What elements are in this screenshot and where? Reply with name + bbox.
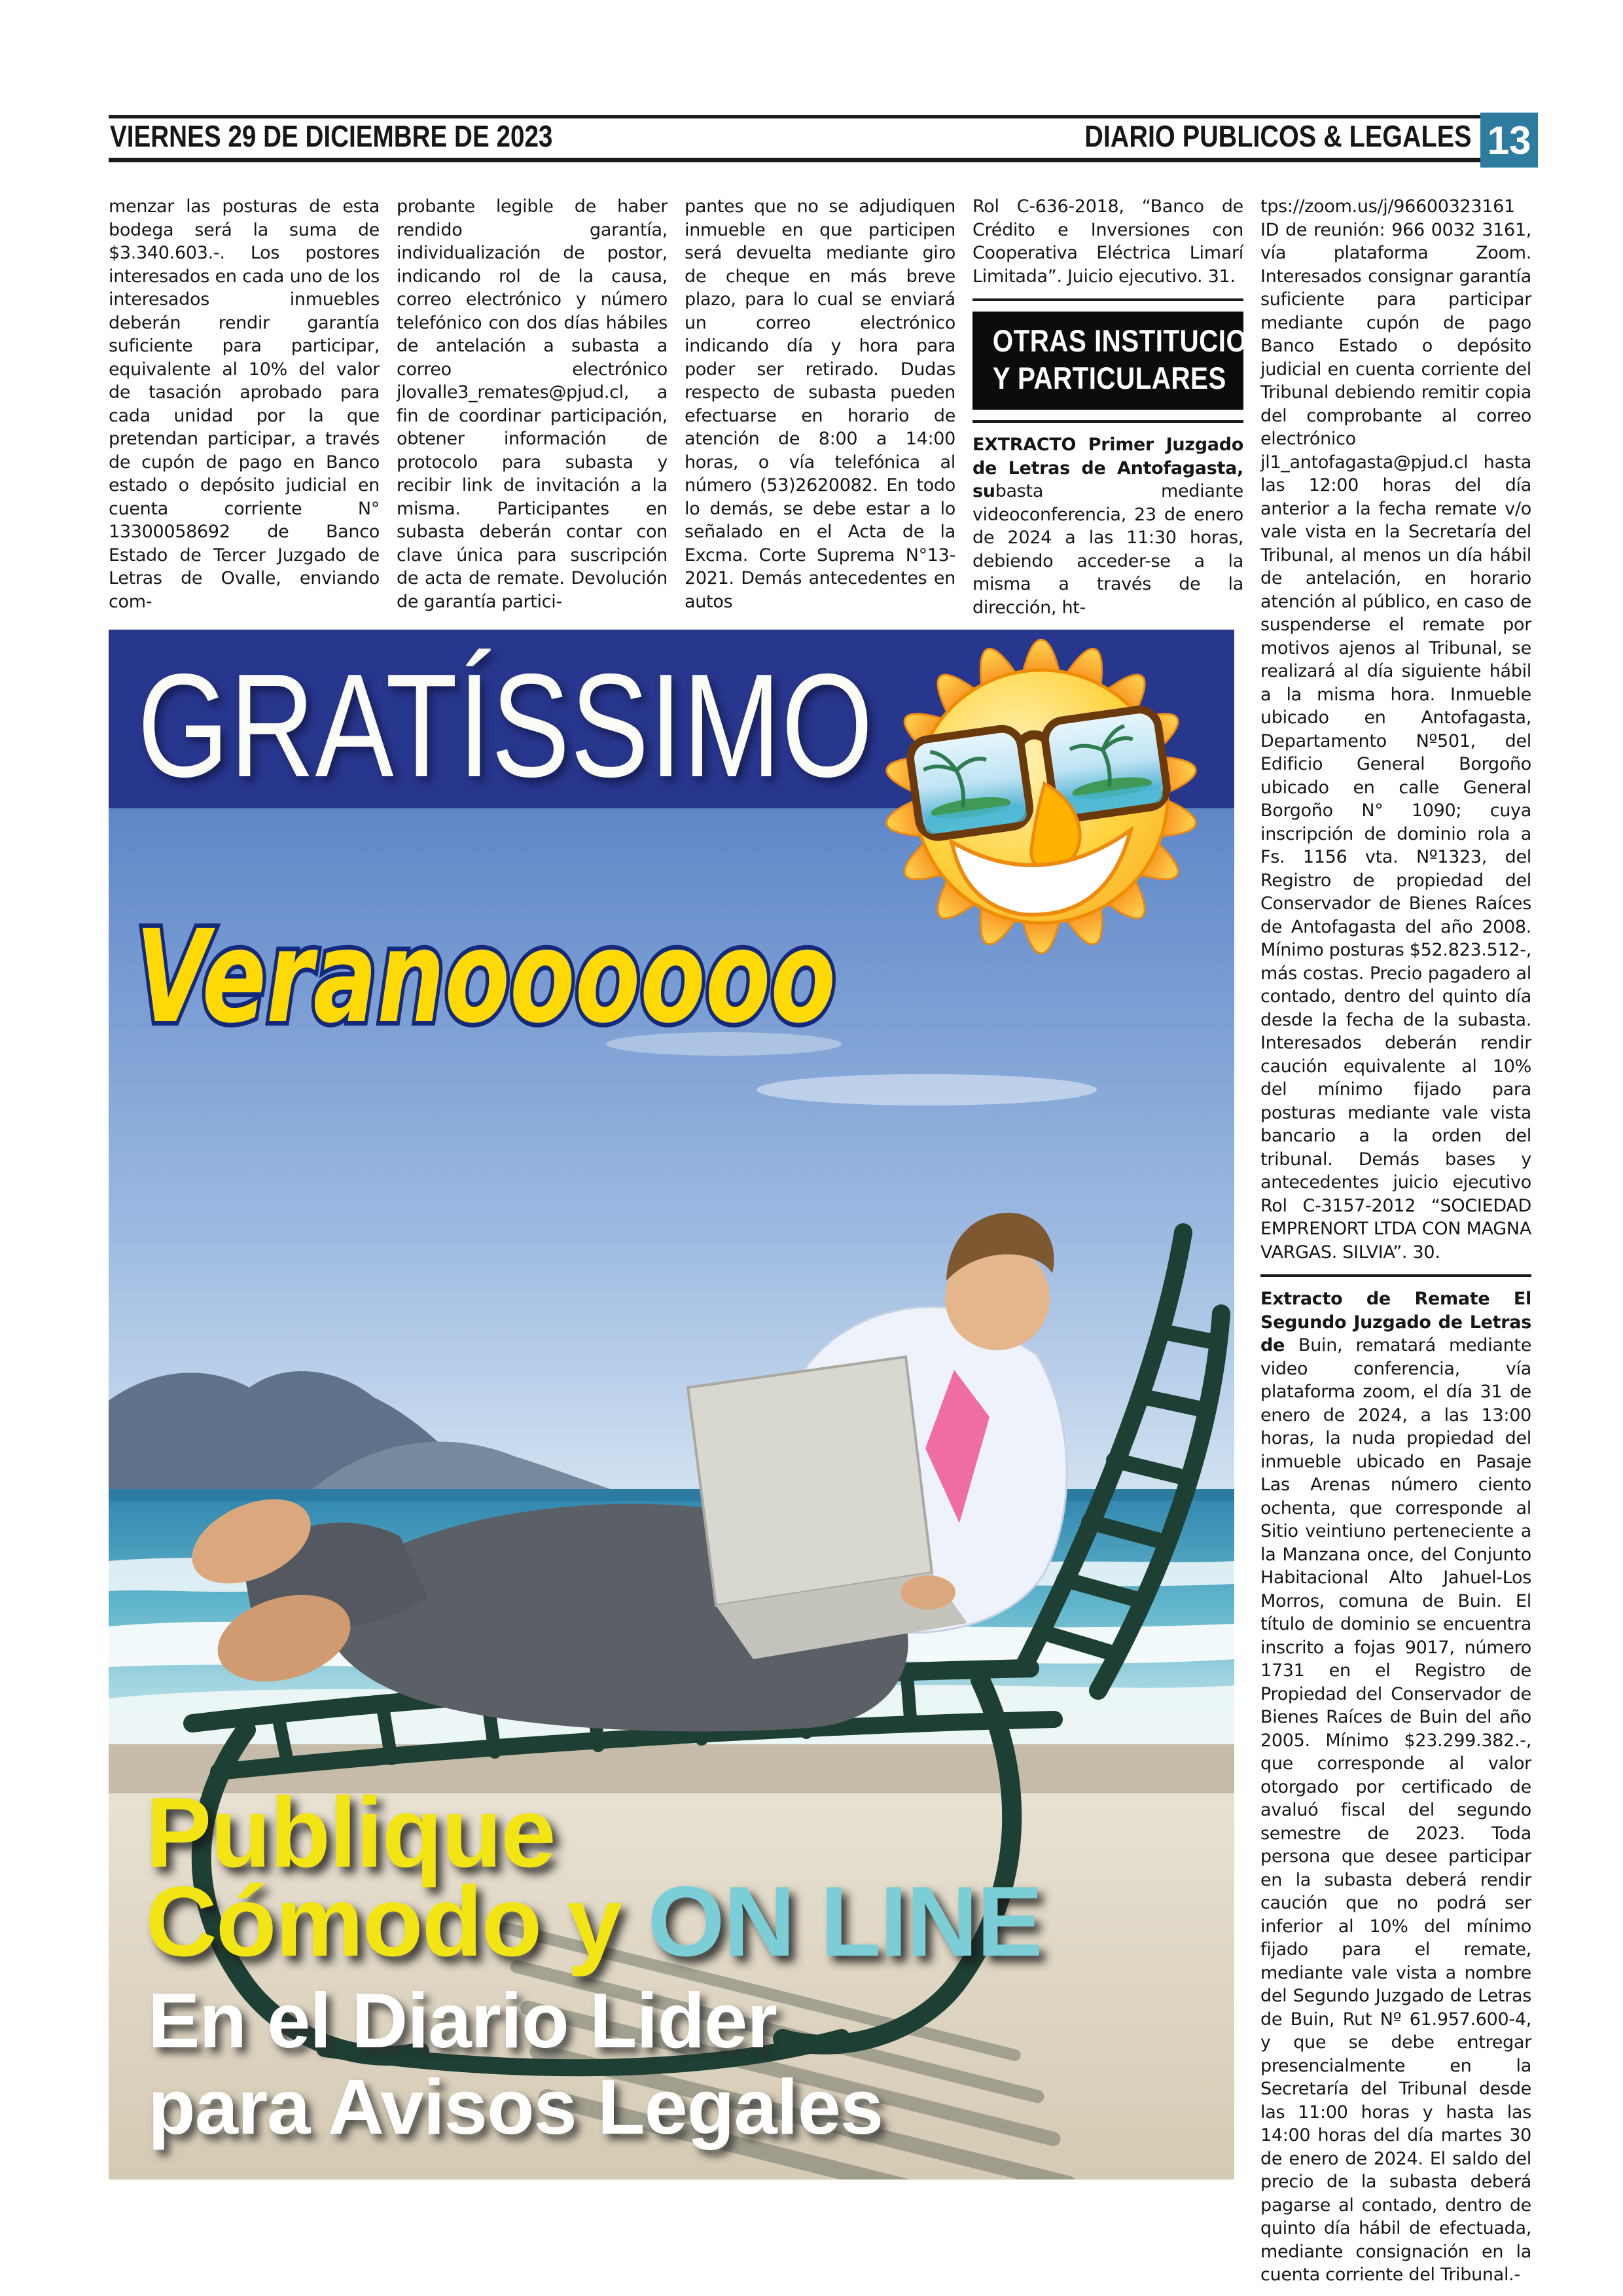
legal-text-col4-para2 bbox=[972, 433, 1243, 619]
section-rule bbox=[972, 298, 1243, 301]
section-banner-line2: Y PARTICULARES bbox=[992, 361, 1226, 395]
column-2 bbox=[397, 195, 668, 613]
ad-cta-online: ON LINE bbox=[647, 1866, 1042, 1977]
summer-advertisement bbox=[109, 630, 1234, 2179]
legal-text-col1: menzar las posturas de esta bodega será la suma de $3.340.603.-. Los postores interesados en cada uno de los interesados inmuebles deberán rendir garantía suficiente para participar, equivalente al 10% del valor de tasación aprobado para cada unidad por la que pretendan participar, a través de cupón de pago en Banco estado o depósito judicial en cuenta corriente N° 13300058692 de Banco Estado de Tercer Juzgado de Letras de Ovalle, enviando com- bbox=[109, 196, 380, 612]
ad-cta-line2 bbox=[145, 1866, 1042, 1977]
ad-headline: GRATÍSSIMO bbox=[137, 643, 874, 808]
header-rule-bottom bbox=[109, 158, 1538, 162]
legal-text-col5-para2-lead: Extracto de Remate El Segundo Juzgado de Letras de bbox=[1260, 1289, 1531, 1355]
legal-text-col2: probante legible de haber rendido garantía, individualización de postor, indicando rol de la causa, correo electrónico y número telefónico con dos días hábiles de antelación a subasta a correo electrónico jlovalle3_remates@pjud.cl, a fin de coordinar participación, obtener información de protocolo para subasta y recibir link de invitación a la misma. Participantes en subasta deberán contar con clave única para suscripción de acta de remate. Devolución de garantía partici- bbox=[397, 196, 668, 612]
section-rule bbox=[972, 420, 1243, 423]
page-number-badge: 13 bbox=[1480, 113, 1538, 168]
cloud bbox=[757, 1074, 1097, 1105]
column-1 bbox=[109, 195, 380, 613]
legal-text-col4-para2-lead: EXTRACTO Primer Juzgado de Letras de Antofagasta, su bbox=[972, 435, 1243, 501]
header-rule-top bbox=[109, 115, 1538, 118]
ad-tagline-2: para Avisos Legales bbox=[148, 2064, 883, 2151]
legal-text-col4-para1: Rol C-636-2018, “Banco de Crédito e Inversiones con Cooperativa Eléctrica Limarí Limitada”. Juicio ejecutivo. 31. bbox=[972, 196, 1243, 287]
legal-text-col5-para2-rest: Buin, rematará mediante video conferencia, vía plataforma zoom, el día 31 de enero de 2024, a las 13:00 horas, la nuda propiedad del inmueble ubicado en Pasaje Las Arenas número ciento ochenta, que corresponde al Sitio veintiuno perteneciente a la Manzana once, del Conjunto Habitacional Alto Jahuel-Los Morros, comuna de Buin. El título de dominio se encuentra inscrito a fojas 9017, número 1731 en el Registro de Propiedad del Conservador de Bienes Raíces de Buin del año 2005. Mínimo $23.299.382.-, que corresponde al valor otorgado por certificado de avaluó fiscal del segundo semestre de 2023. Toda persona que desee participar en la subasta deberá rendir caución que no podrá ser inferior al 10% del mínimo fijado para el remate, mediante vale vista a nombre del Segundo Juzgado de Letras de Buin, Rut Nº 61.957.600-4, y que se debe entregar presencialmente en la Secretaría del Tribunal desde las 11:00 horas y hasta las 14:00 horas del día martes 30 de enero de 2024. El saldo del precio de la subasta deberá pagarse al contado, dentro de quinto día hábil de efectuada, mediante consignación en la cuenta corriente del Tribunal.- bbox=[1260, 1335, 1532, 2285]
ad-summer-word bbox=[125, 884, 1002, 1067]
ad-cta-comodo: Cómodo y bbox=[145, 1866, 648, 1977]
ad-summer-word-text: Veranoooooo bbox=[135, 903, 836, 1051]
ad-cta-publique: Publique bbox=[145, 1777, 555, 1888]
legal-text-col3: pantes que no se adjudiquen inmueble en que participen será devuelta mediante giro de cheque en más breve plazo, para lo cual se enviará un correo electrónico indicando día y hora para poder ser retirado. Dudas respecto de subasta pueden efectuarse en horario de atención de 8:00 a 14:00 horas, o vía telefónica al número (53)2620082. En todo lo demás, se debe estar a lo señalado en el Acta de la Excma. Corte Suprema N°13-2021. Demás antecedentes en autos bbox=[685, 196, 955, 612]
column-5 bbox=[1260, 195, 1531, 2287]
legal-text-col4-para2-rest: basta mediante videoconferencia, 23 de enero de 2024 a las 11:30 horas, debiendo acceder-se a la misma a través de la dirección, ht- bbox=[972, 481, 1243, 618]
legal-text-col5-para2 bbox=[1260, 1287, 1531, 2287]
column-3 bbox=[685, 195, 955, 613]
newspaper-title: DIARIO PUBLICOS & LEGALES bbox=[1084, 119, 1471, 153]
article-divider-rule bbox=[1260, 1274, 1531, 1277]
section-banner bbox=[972, 312, 1302, 410]
header-date: VIERNES 29 DE DICIEMBRE DE 2023 bbox=[110, 119, 553, 153]
ad-tagline-1: En el Diario Lider bbox=[148, 1977, 777, 2064]
column-4 bbox=[972, 195, 1302, 619]
section-banner-line1: OTRAS INSTITUCIONES bbox=[992, 323, 1302, 358]
legal-text-col5-para1: tps://zoom.us/j/96600323161 ID de reunión: 966 0032 3161, vía plataforma Zoom. Interesados consignar garantía suficiente para participar mediante cupón de pago Banco Estado o depósito judicial en cuenta corriente del Tribunal debiendo remitir copia del comprobante al correo electrónico jl1_antofagasta@pjud.cl hasta las 12:00 horas del día anterior a la fecha remate v/o vale vista en la Secretaría del Tribunal, al menos un día hábil de antelación, en horario atención al público, en caso de suspenderse el remate por motivos ajenos al Tribunal, se realizará al día siguiente hábil a la misma hora. Inmueble ubicado en Antofagasta, Departamento Nº501, del Edificio General Borgoño ubicado en calle General Borgoño N° 1090; cuya inscripción de dominio rola a Fs. 1156 vta. Nº1323, del Registro de propiedad del Conservador de Bienes Raíces de Antofagasta del año 2008. Mínimo posturas $52.823.512-, más costas. Precio pagadero al contado, dentro del quinto día desde la fecha de la subasta. Interesados deberán rendir caución equivalente al 10% del mínimo fijado para posturas mediante vale vista bancario a la orden del tribunal. Demás bases y antecedentes juicio ejecutivo Rol C-3157-2012 “SOCIEDAD EMPRENORT LTDA CON MAGNA VARGAS. SILVIA”. 30. bbox=[1260, 196, 1531, 1263]
